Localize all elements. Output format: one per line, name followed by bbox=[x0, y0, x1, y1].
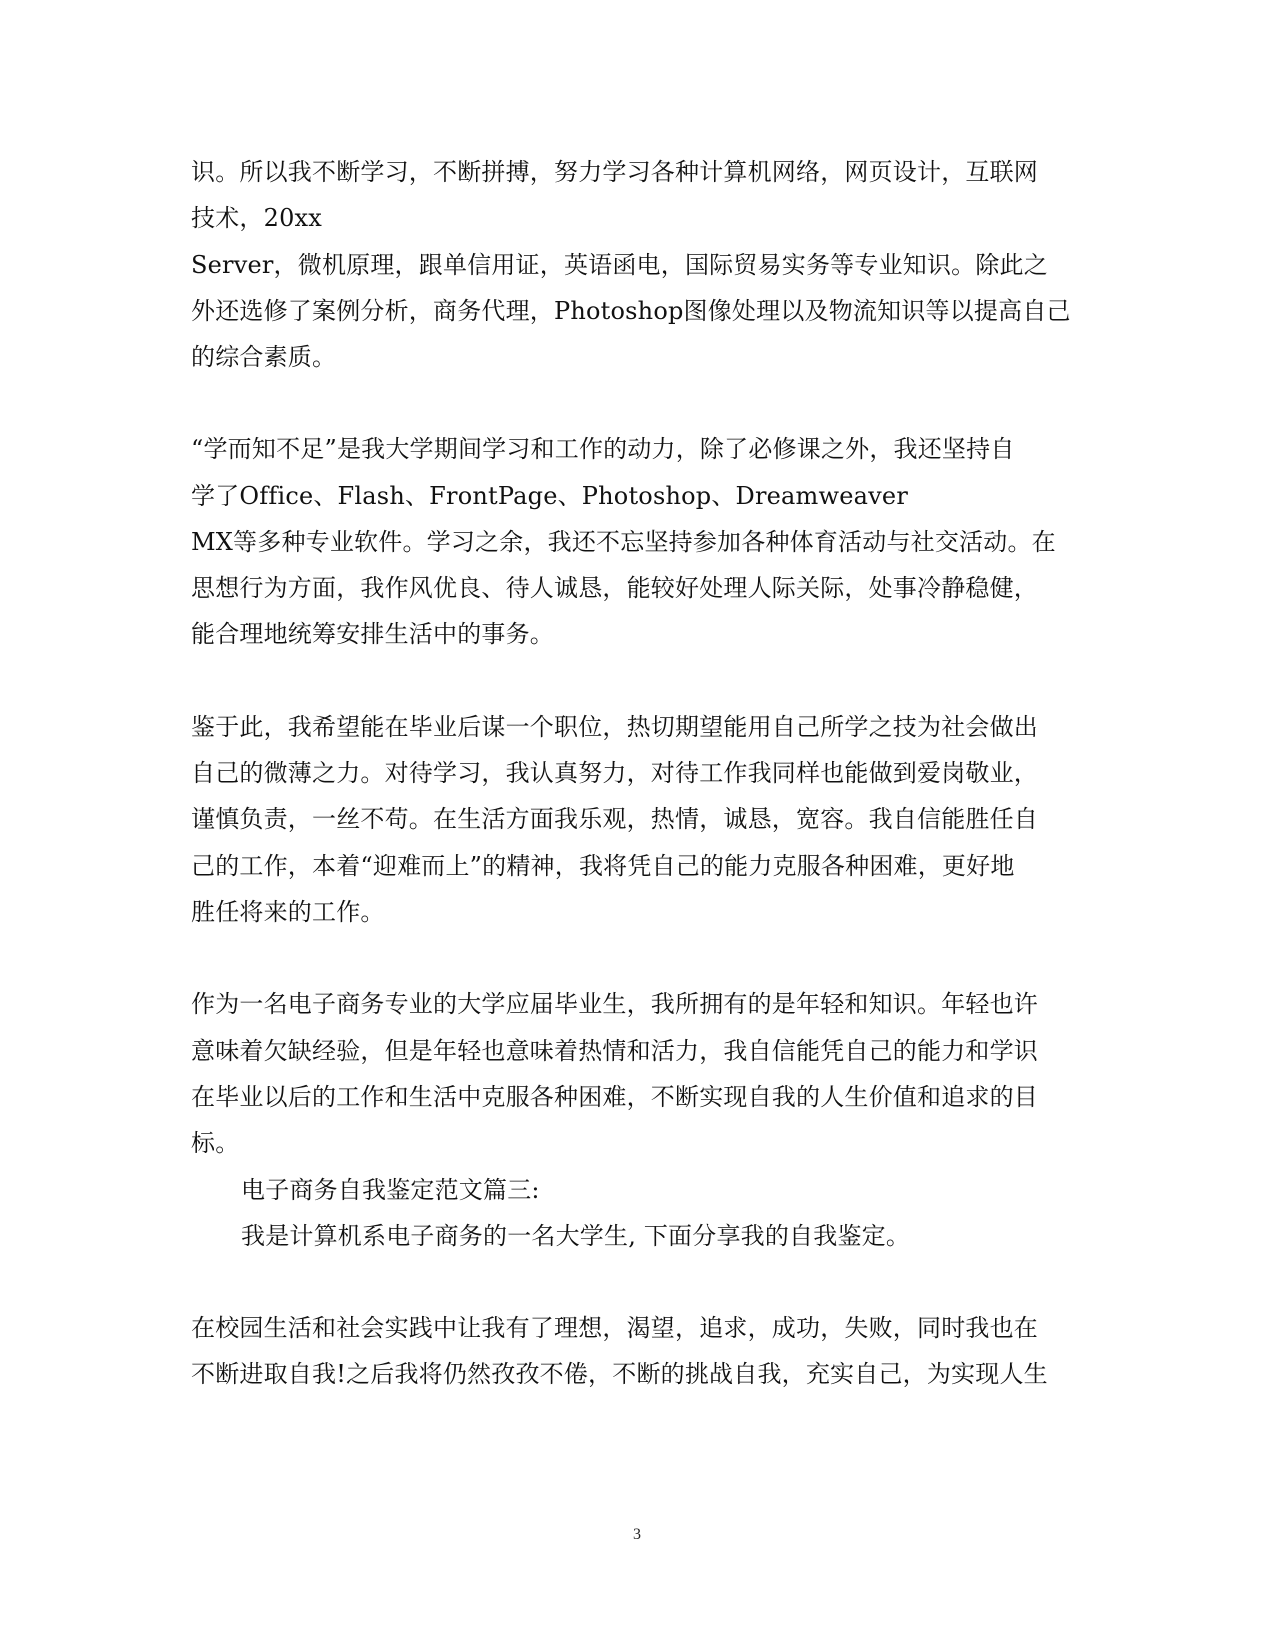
text-line: 意味着欠缺经验，但是年轻也意味着热情和活力，我自信能凭自己的能力和学识 bbox=[191, 1037, 1038, 1065]
text-line: 胜任将来的工作。 bbox=[191, 898, 385, 926]
text-line: 自己的微薄之力。对待学习，我认真努力，对待工作我同样也能做到爱岗敬业， bbox=[191, 759, 1038, 787]
text-line: 谨慎负责，一丝不苟。在生活方面我乐观，热情，诚恳，宽容。我自信能胜任自 bbox=[191, 805, 1038, 833]
text-line: 能合理地统筹安排生活中的事务。 bbox=[191, 620, 554, 648]
text-line: 在校园生活和社会实践中让我有了理想，渴望，追求，成功，失败，同时我也在 bbox=[191, 1314, 1038, 1342]
text-line: 的综合素质。 bbox=[191, 343, 337, 371]
text-line: 学了Office、Flash、FrontPage、Photoshop、Dreamweaver bbox=[191, 482, 909, 510]
text-line: 在毕业以后的工作和生活中克服各种困难，不断实现自我的人生价值和追求的目 bbox=[191, 1083, 1038, 1111]
text-line: 外还选修了案例分析，商务代理，Photoshop图像处理以及物流知识等以提高自己 bbox=[191, 297, 1071, 325]
text-line: 思想行为方面，我作风优良、待人诚恳，能较好处理人际关际，处事冷静稳健， bbox=[191, 574, 1038, 602]
page-number: 3 bbox=[633, 1526, 641, 1543]
text-line: Server，微机原理，跟单信用证，英语函电，国际贸易实务等专业知识。除此之 bbox=[191, 251, 1048, 279]
text-line: 不断进取自我!之后我将仍然孜孜不倦，不断的挑战自我，充实自己，为实现人生 bbox=[191, 1360, 1048, 1388]
section-heading: 电子商务自我鉴定范文篇三: bbox=[241, 1176, 540, 1204]
text-line: 鉴于此，我希望能在毕业后谋一个职位，热切期望能用自己所学之技为社会做出 bbox=[191, 713, 1038, 741]
text-line: 技术，20xx bbox=[191, 204, 323, 232]
text-line: 己的工作，本着“迎难而上”的精神，我将凭自己的能力克服各种困难，更好地 bbox=[191, 852, 1015, 880]
text-line: 识。所以我不断学习，不断拼搏，努力学习各种计算机网络，网页设计，互联网 bbox=[191, 158, 1038, 186]
text-line: 标。 bbox=[191, 1129, 240, 1157]
text-line: “学而知不足”是我大学期间学习和工作的动力，除了必修课之外，我还坚持自 bbox=[191, 435, 1015, 463]
text-line: MX等多种专业软件。学习之余，我还不忘坚持参加各种体育活动与社交活动。在 bbox=[191, 528, 1056, 556]
text-line: 作为一名电子商务专业的大学应届毕业生，我所拥有的是年轻和知识。年轻也许 bbox=[191, 990, 1038, 1018]
text-line: 我是计算机系电子商务的一名大学生, 下面分享我的自我鉴定。 bbox=[241, 1222, 911, 1250]
